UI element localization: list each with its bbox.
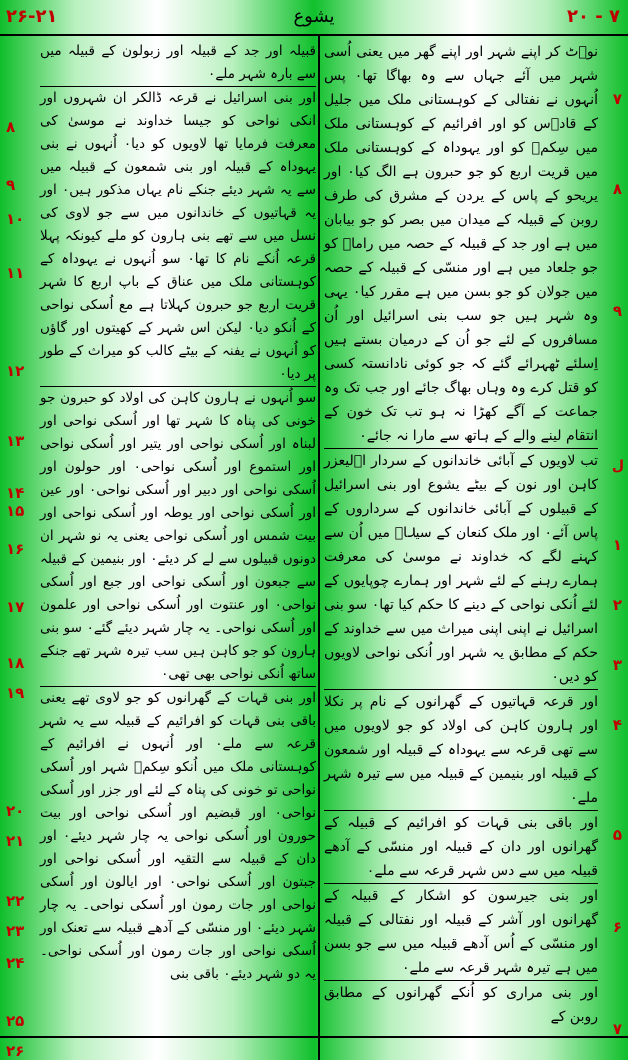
column-divider	[318, 34, 320, 1060]
verse-number: ۷	[612, 1020, 622, 1038]
verse-number: ۲	[612, 596, 622, 614]
left-text-column	[40, 40, 316, 1036]
verse-number: ۲۰	[6, 802, 25, 820]
book-title: یشوع	[293, 6, 335, 27]
verse-number: ۸	[6, 118, 16, 136]
verse-paragraph: اور بنی قہات کے گھرانوں کو جو لاوی تھے یعنی باقی بنی قہات کو افرائیم کے قبیلہ سے یہ شہر قرعہ سے ملے۰ اور اُنہوں نے افرائیم کے کوہستانی ملک میں اُنکو سِکمؔ شہر اور اُسکی نواحی تو خونی کی پناہ کے لئے اور جزر اور اُسکی نواحی۰ اور قبضیم اور اُسکی نواحی اور بیت حورون اور اُسکی نواحی یہ چار شہر دیئے۰ اور دان کے قبیلہ سے التقیہ اور اُسکی نواحی اور جبتون اور اُسکی نواحی۰ اور ایالون اور اُسکی نواحی اور جات رمون اور اُسکی نواحی۔ یہ چار شہر دیئے۰ اور منسّی کے آدھے قبیلہ سے تعنک اور اُسکی نواحی اور جات رمون اور اُسکی نواحی۔ یہ دو شہر دیئے۰ باقی بنی	[40, 690, 316, 982]
verse-number: ۹	[612, 302, 622, 320]
verse-number: ۶	[612, 918, 622, 936]
verse-number: ۲۱	[6, 832, 25, 850]
footer-rule	[0, 1036, 628, 1038]
verse-paragraph: اور باقی بنی قہات کو افرائیم کے قبیلہ کے گھرانوں اور دان کے قبیلہ اور منسّی کے آدھے قبیلہ میں سے دس شہر قرعہ سے ملے۰	[324, 811, 598, 884]
verse-number: ۷	[612, 90, 622, 108]
verse-number: ۱۶	[6, 540, 25, 558]
verse-number: ۲۲	[6, 892, 25, 910]
verse-number: ۲۳	[6, 922, 25, 940]
verse-number: ۱	[612, 536, 622, 554]
verse-number: ۱۸	[6, 654, 25, 672]
chapter-range-left: ۲۶-۲۱	[6, 6, 58, 27]
verse-number: ۹	[6, 176, 16, 194]
verse-number: ۵	[612, 826, 622, 844]
verse-number: ۱۰	[6, 210, 25, 228]
right-verse-gutter	[598, 40, 628, 1036]
verse-number: ۲۵	[6, 1012, 25, 1030]
verse-number: ۳	[612, 656, 622, 674]
verse-paragraph: اور بنی جیرسون کو اشکار کے قبیلہ کے گھرانوں اور آشر کے قبیلہ اور نفتالی کے قبیلہ اور منسّی کے اُس آدھے قبیلہ میں سے جو بسن میں ہے تیرہ شہر قرعہ سے ملے۰	[324, 884, 598, 981]
chapter-range-right: ۲۰ - ۷	[567, 6, 620, 27]
verse-number: ۸	[612, 180, 622, 198]
verse-paragraph: نوؔٹ کر اپنے شہر اور اپنے گھر میں یعنی اُسی شہر میں آئے جہاں سے وہ بھاگا تھا۰ پس اُنہوں نے نفتالی کے کوہستانی ملک میں جلیل کے قادؔس کو اور افرائیم کے کوہستانی ملک میں سِکمؔ کو اور یہوداہ کے کوہستانی ملک میں قریت اربع کو جو حبرون ہے الگ کیا۰ اور یریحو کے پاس کے یردن کے مشرق کی طرف روبن کے قبیلہ کے میدان میں بصر کو جو بیابان میں ہے اور جد کے قبیلہ کے حصہ میں راماؔ کو جو جلعاد میں ہے اور منسّی کے قبیلہ کے حصہ میں جولان کو جو بسن میں ہے مقرر کیا۰ یہی وہ شہر ہیں جو سب بنی اسرائیل اور اُن مسافروں کے لئے جو اُن کے درمیان بستے ہیں اِسلئے ٹھہرائے گئے کہ جو کوئی نادانستہ کسی کو قتل کرے وہ وہاں بھاگ جائے اور جب تک وہ جماعت کے آگے کھڑا نہ ہو تب تک خون کے انتقام لینے والے کے ہاتھ سے مارا نہ جائے۰	[324, 40, 598, 449]
verse-paragraph: سو اُنہوں نے ہارون کاہن کی اولاد کو حبرون جو خونی کی پناہ کا شہر تھا اور اُسکی نواحی اور لبناہ اور اُسکی نواحی اور یتیر اور اُسکی نواحی اور استموع اور اُسکی نواحی۰ اور حولون اور اُسکی نواحی اور دبیر اور اُسکی نواحی۰ اور عین اور اُسکی نواحی اور یوطہ اور اُسکی نواحی اور بیت شمس اور اُسکی نواحی یعنی یہ نو شہر ان دونوں قبیلوں سے لے کر دیئے۰ اور بنیمین کے قبیلہ سے جبعون اور اُسکی نواحی اور جبع اور اُسکی نواحی۰ اور عنتوت اور اُسکی نواحی اور علمون اور اُسکی نواحی۔ یہ چار شہر دیئے گئے۰ سو بنی ہارون کو جو کاہن ہیں سب تیرہ شہر تھے جنکے ساتھ اُنکی نواحی بھی تھی۰	[40, 387, 316, 687]
section-mark: ل	[611, 458, 624, 474]
page-header	[0, 0, 628, 36]
verse-number: ۱۷	[6, 598, 25, 616]
verse-paragraph: تب لاویوں کے آبائی خاندانوں کے سردار اؔلیعزر کاہن اور نون کے بیٹے یشوع اور بنی اسرائیل کے قبیلوں کے آبائی خاندانوں کے سرداروں کے پاس آئے۰ اور ملک کنعان کے سیلاؔ میں اُن سے کہنے لگے کہ خداوند نے موسیٰ کی معرفت ہمارے رہنے کے لئے شہر اور ہمارے چوپایوں کے لئے اُنکی نواحی کے دینے کا حکم کیا تھا۰ سو بنی اسرائیل نے اپنی اپنی میراث میں سے خداوند کے حکم کے مطابق یہ شہر اور اُنکی نواحی لاویوں کو دیں۰	[324, 449, 598, 690]
verse-number: ۴	[612, 716, 622, 734]
verse-number: ۲۴	[6, 954, 25, 972]
verse-paragraph: اور بنی اسرائیل نے قرعہ ڈالکر ان شہروں اور انکی نواحی کو جیسا خداوند نے موسیٰ کی معرفت فرمایا تھا لاویوں کو دیا۰ اُنہوں نے بنی یہوداہ کے قبیلہ اور بنی شمعون کے قبیلہ میں سے یہ شہر دیئے جنکے نام یہاں مذکور ہیں۰ اور یہ قہاتیوں کے خاندانوں میں سے جو لاوی کی نسل میں سے تھے بنی ہارون کو ملے کیونکہ پہلا قرعہ اُنکے نام کا تھا۰ سو اُنہوں نے یہوداہ کے کوہستانی ملک میں عناق کے باپ اربع کا شہر قریت اربع جو حبرون کہلاتا ہے مع اُسکی نواحی کے اُنکو دیا۰ لیکن اس شہر کے کھیتوں اور گاؤں کو اُنہوں نے یفنہ کے بیٹے کالب کو میراث کے طور پر دیا۰	[40, 87, 316, 387]
verse-number: ۱۵	[6, 502, 25, 520]
verse-number: ۱۳	[6, 432, 25, 450]
verse-number: ۲۶	[6, 1042, 25, 1060]
verse-number: ۱۱	[6, 264, 25, 282]
verse-number: ۱۴	[6, 484, 25, 502]
verse-number: ۱۲	[6, 362, 25, 380]
verse-paragraph: قبیلہ اور جد کے قبیلہ اور زبولون کے قبیلہ میں سے بارہ شہر ملے۰	[40, 40, 316, 87]
verse-number: ۱۹	[6, 684, 25, 702]
left-verse-gutter	[0, 40, 36, 1060]
verse-paragraph: اور بنی مراری کو اُنکے گھرانوں کے مطابق روبن کے	[324, 985, 598, 1025]
right-text-column	[324, 40, 598, 1036]
verse-paragraph: اور قرعہ قہاتیوں کے گھرانوں کے نام پر نکلا اور ہارون کاہن کی اولاد کو جو لاویوں میں سے تھی قرعہ سے یہوداہ کے قبیلہ اور شمعون کے قبیلہ اور بنیمین کے قبیلہ میں سے تیرہ شہر ملے۰	[324, 690, 598, 811]
